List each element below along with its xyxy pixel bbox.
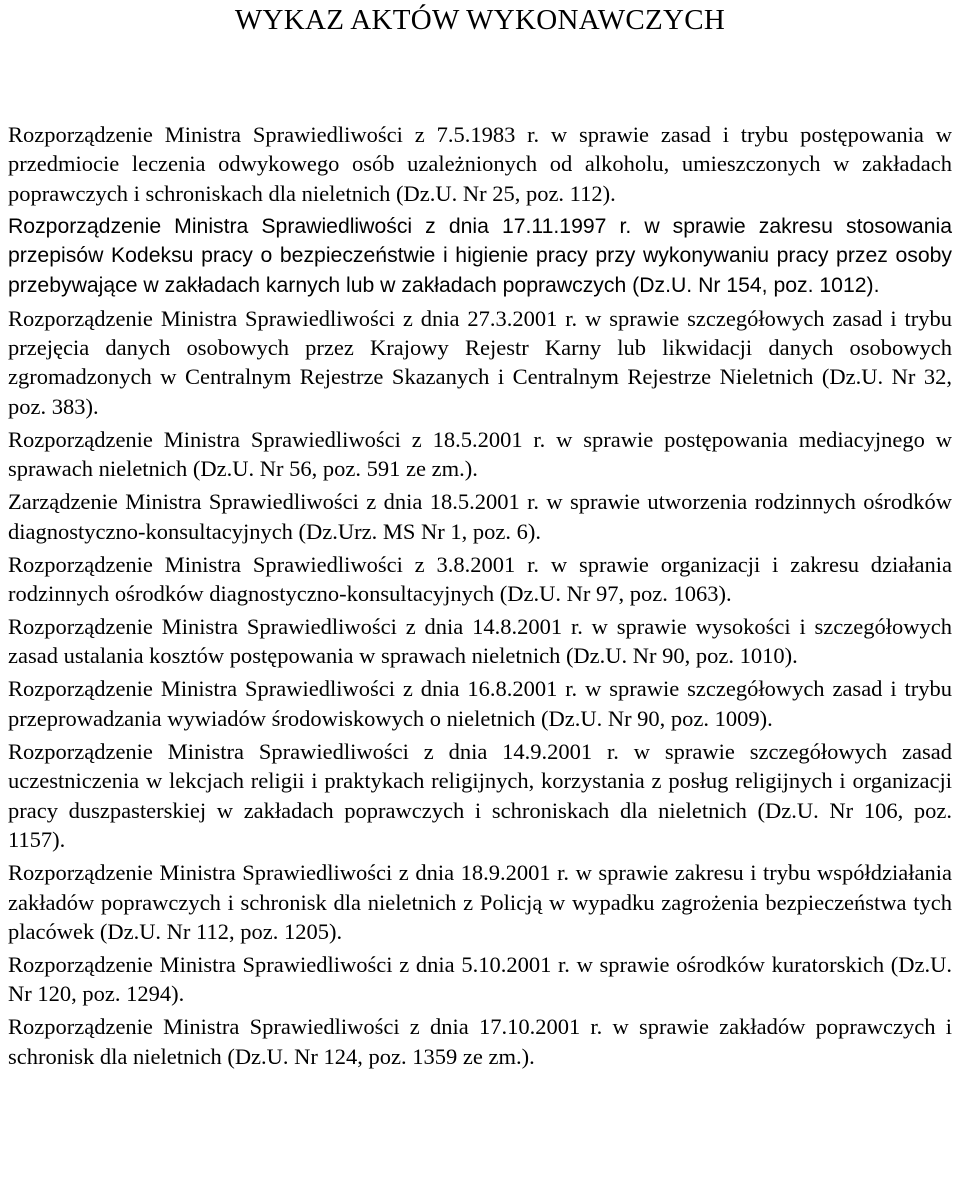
document-title: WYKAZ AKTÓW WYKONAWCZYCH <box>234 4 726 36</box>
act-entry: Rozporządzenie Ministra Sprawiedliwości z dnia 14.8.2001 r. w sprawie wysokości i szczegółowych zasad ustalania kosztów postępowania w sprawach nieletnich (Dz.U. Nr 90, poz. 1010). <box>8 614 952 669</box>
act-entry: Rozporządzenie Ministra Sprawiedliwości z 7.5.1983 r. w sprawie zasad i trybu postępowania w przedmiocie leczenia odwykowego osób uzależnionych od alkoholu, umieszczonych w zakładach poprawczych i schroniskach dla nieletnich (Dz.U. Nr 25, poz. 112). <box>8 122 952 206</box>
act-entry: Rozporządzenie Ministra Sprawiedliwości z dnia 17.10.2001 r. w sprawie zakładów poprawczych i schronisk dla nieletnich (Dz.U. Nr 124, poz. 1359 ze zm.). <box>8 1014 952 1069</box>
act-entry: Zarządzenie Ministra Sprawiedliwości z dnia 18.5.2001 r. w sprawie utworzenia rodzinnych ośrodków diagnostyczno-konsultacyjnych (Dz.Urz. MS Nr 1, poz. 6). <box>8 489 952 544</box>
act-entry: Rozporządzenie Ministra Sprawiedliwości z dnia 17.11.1997 r. w sprawie zakresu stosowania przepisów Kodeksu pracy o bezpieczeństwie i higienie pracy przy wykonywaniu pracy przez osoby przebywające w zakładach karnych lub w zakładach poprawczych (Dz.U. Nr 154, poz. 1012). <box>8 214 952 297</box>
document-page <box>8 0 952 1075</box>
act-entry: Rozporządzenie Ministra Sprawiedliwości z dnia 18.9.2001 r. w sprawie zakresu i trybu współdziałania zakładów poprawczych i schronisk dla nieletnich z Policją w wypadku zagrożenia bezpieczeństwa tych placówek (Dz.U. Nr 112, poz. 1205). <box>8 860 952 944</box>
act-entry: Rozporządzenie Ministra Sprawiedliwości z 3.8.2001 r. w sprawie organizacji i zakresu działania rodzinnych ośrodków diagnostyczno-konsultacyjnych (Dz.U. Nr 97, poz. 1063). <box>8 551 952 607</box>
acts-list <box>8 120 952 1071</box>
act-entry: Rozporządzenie Ministra Sprawiedliwości z dnia 27.3.2001 r. w sprawie szczegółowych zasad i trybu przejęcia danych osobowych przez Krajowy Rejestr Karny lub likwidacji danych osobowych zgromadzonych w Centralnym Rejestrze Skazanych i Centralnym Rejestrze Nieletnich (Dz.U. Nr 32, poz. 383). <box>8 305 952 419</box>
act-entry: Rozporządzenie Ministra Sprawiedliwości z dnia 14.9.2001 r. w sprawie szczegółowych zasad uczestniczenia w lekcjach religii i praktykach religijnych, korzystania z posług religijnych i organizacji pracy duszpasterskiej w zakładach poprawczych i schroniskach dla nieletnich (Dz.U. Nr 106, poz. 1157). <box>8 738 952 853</box>
act-entry: Rozporządzenie Ministra Sprawiedliwości z 18.5.2001 r. w sprawie postępowania mediacyjnego w sprawach nieletnich (Dz.U. Nr 56, poz. 591 ze zm.). <box>8 426 952 482</box>
act-entry: Rozporządzenie Ministra Sprawiedliwości z dnia 5.10.2001 r. w sprawie ośrodków kuratorskich (Dz.U. Nr 120, poz. 1294). <box>8 951 952 1007</box>
act-entry: Rozporządzenie Ministra Sprawiedliwości z dnia 16.8.2001 r. w sprawie szczegółowych zasad i trybu przeprowadzania wywiadów środowiskowych o nieletnich (Dz.U. Nr 90, poz. 1009). <box>8 676 952 731</box>
